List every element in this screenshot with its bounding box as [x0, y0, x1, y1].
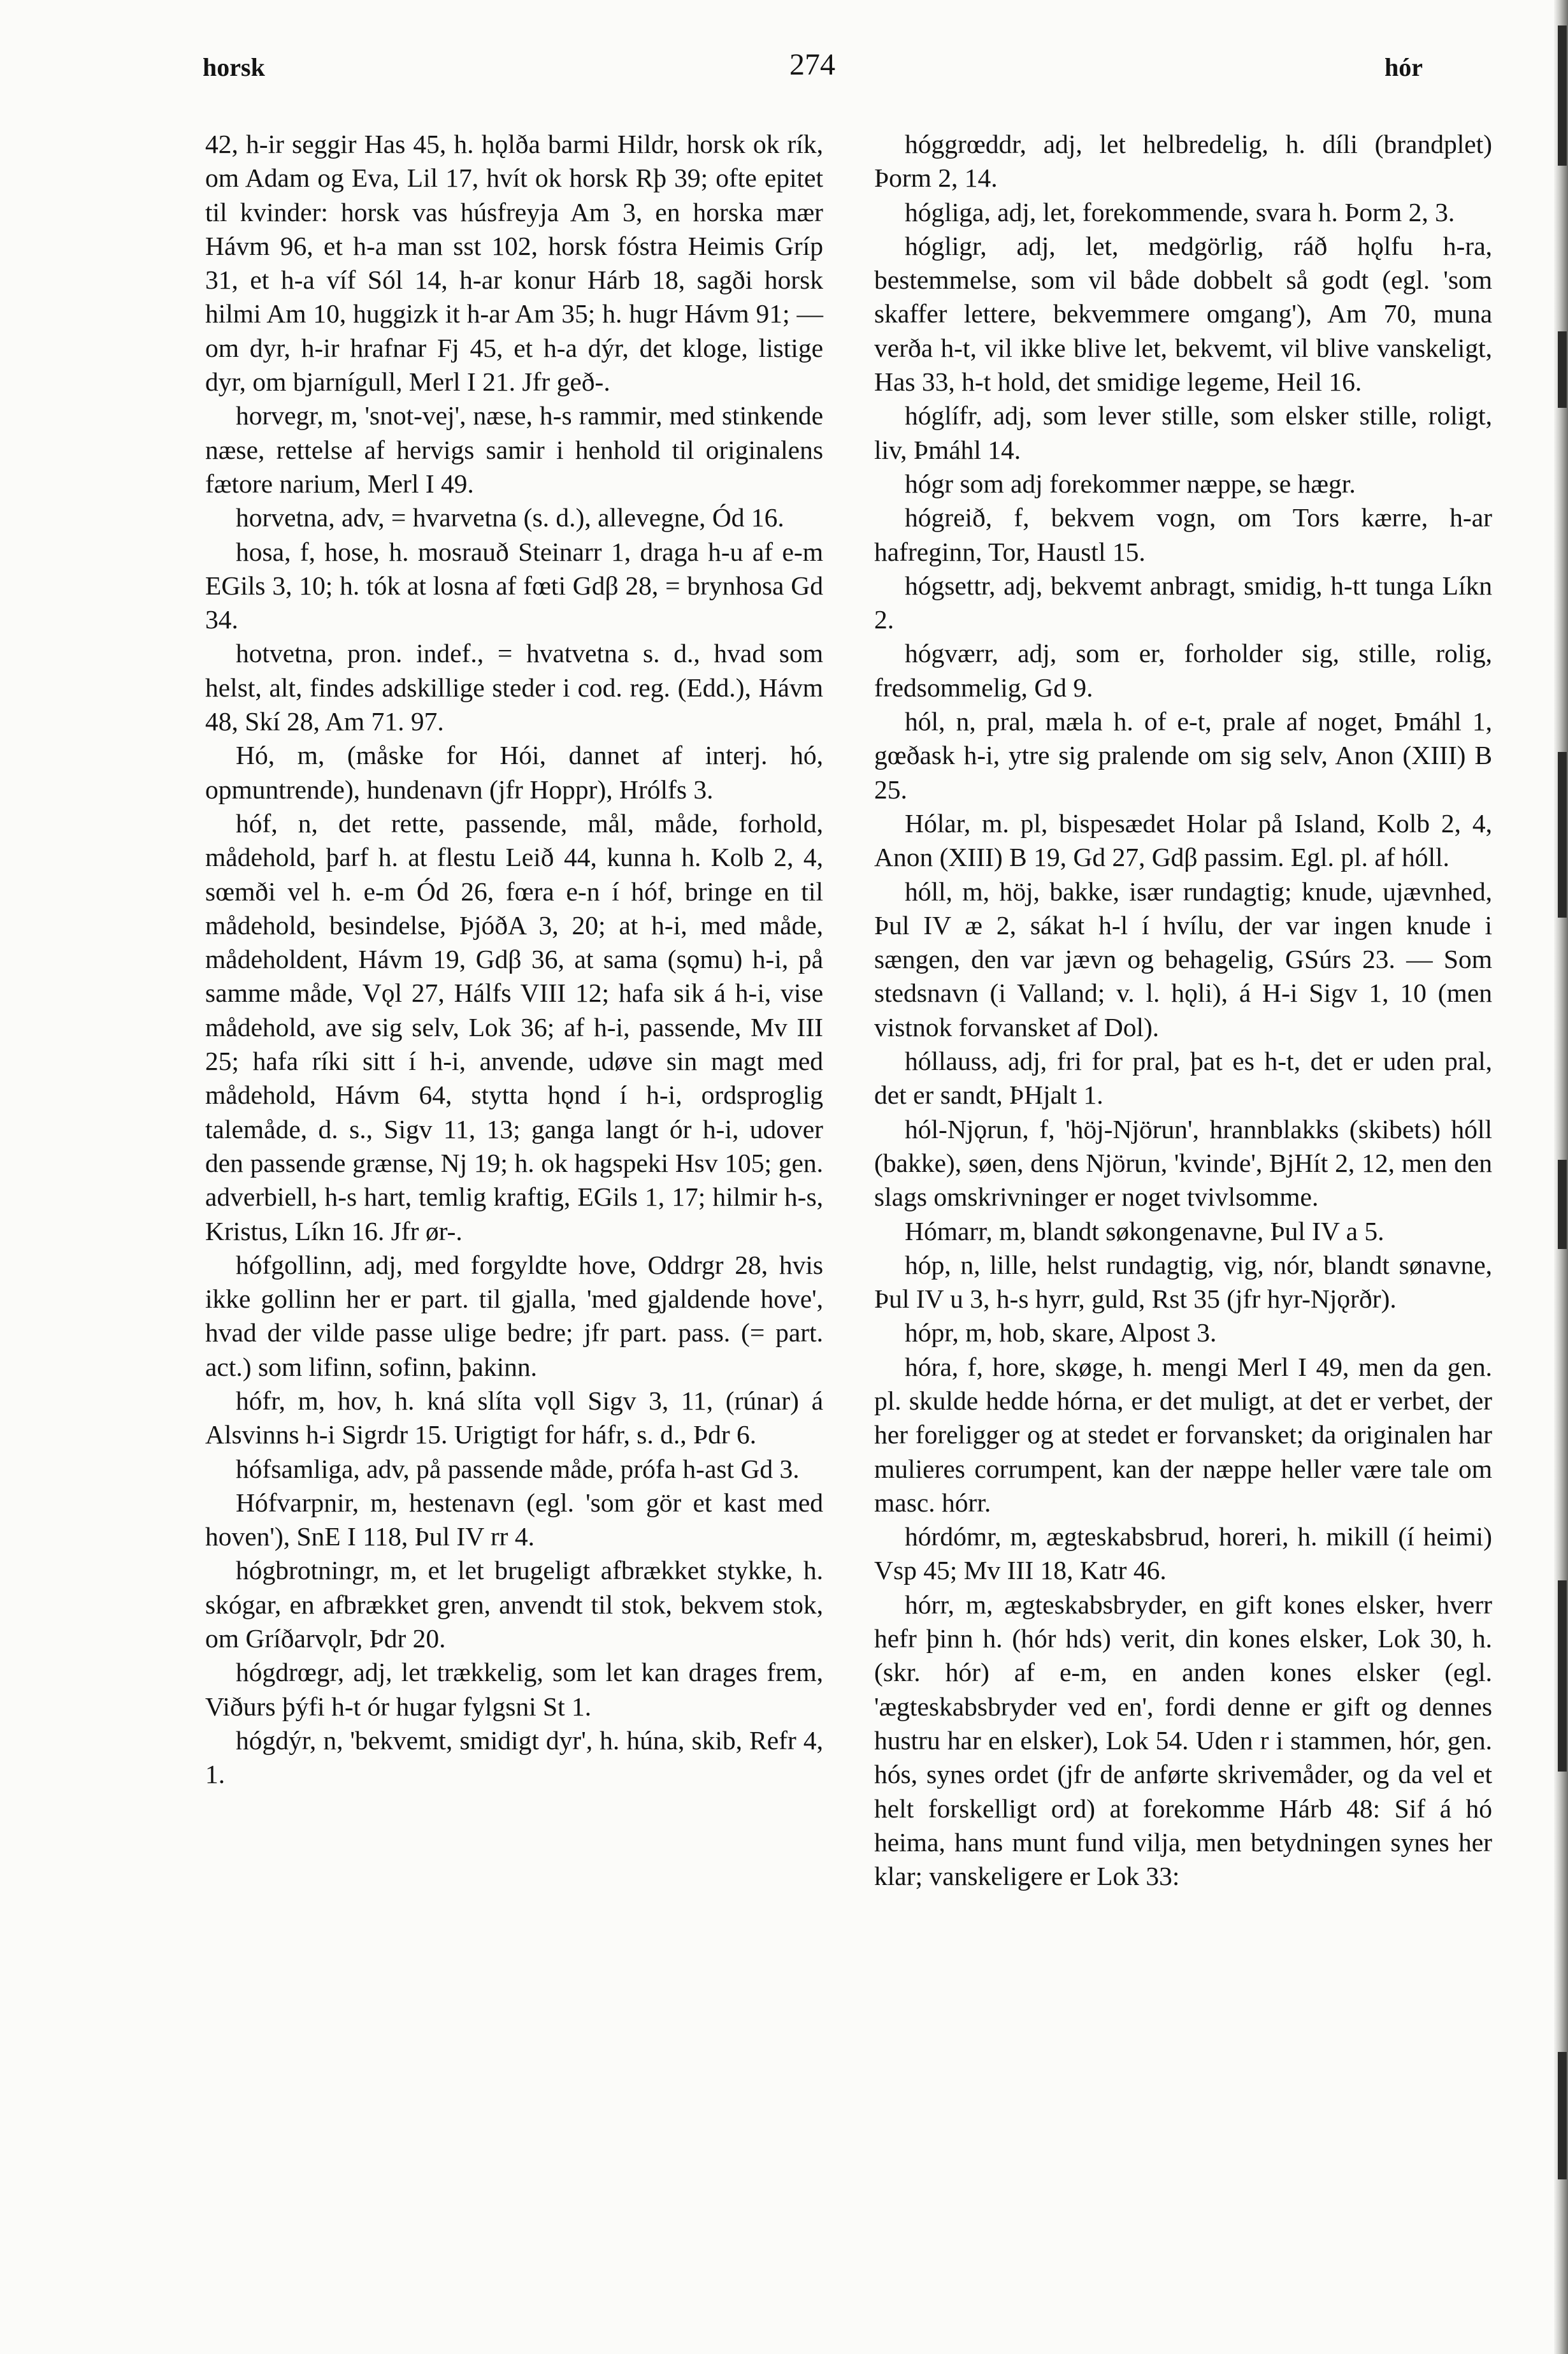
- dictionary-entry: horvetna, adv, = hvarvetna (s. d.), allevegne, Ód 16.: [236, 503, 784, 533]
- dictionary-entry: hógligr, adj, let, medgörlig, ráð hǫlfu h-ra, bestemmelse, som vil både dobbelt så godt (egl. 'som skaffer lettere, bekvemmere omgang'), Am 70, muna verða h-t, vil ikke blive let, bekvemt, vil blive vanskeligt, Has 33, h-t hold, det smidige legeme, Heil 16.: [874, 231, 1492, 397]
- edge-shadow: [1558, 752, 1567, 918]
- dictionary-entry: hópr, m, hob, skare, Alpost 3.: [905, 1318, 1217, 1348]
- dictionary-entry: hóf, n, det rette, passende, mål, måde, forhold, mådehold, þarf h. at flestu Leið 44, kunna h. Kolb 2, 4, sœmði vel h. e-m Ód 26, fœra e-n í hóf, bringe en til mådehold, besindelse, ÞjóðA 3, 20; at h-i, med måde, mådeholdent, Hávm 19, Gdβ 36, at sama (sǫmu) h-i, på samme måde, Vǫl 27, Hálfs VIII 12; hafa sik á h-i, vise mådehold, ave sig selv, Lok 36; af h-i, passende, Mv III 25; hafa ríki sitt í h-i, anvende, udøve sin magt med mådehold, Hávm 64, stytta hǫnd í h-i, ordsproglig talemåde, d. s., Sigv 11, 13; ganga langt ór h-i, udover den passende grænse, Nj 19; h. ok hagspeki Hsv 105; gen. adverbiell, h-s hart, temlig kraftig, EGils 1, 17; hilmir h-s, Kristus, Líkn 16. Jfr ør-.: [205, 808, 823, 1246]
- edge-shadow: [1558, 25, 1567, 166]
- dictionary-entry: hófgollinn, adj, med forgyldte hove, Oddrgr 28, hvis ikke gollinn her er part. til gjalla, 'med gjaldende hove', hvad der vilde passe ulige bedre; jfr part. pass. (= part. act.) som lifinn, sofinn, þakinn.: [205, 1250, 823, 1382]
- dictionary-entry: Hó, m, (måske for Hói, dannet af interj. hó, opmuntrende), hundenavn (jfr Hoppr), Hrólfs 3.: [205, 740, 823, 804]
- dictionary-entry: hógbrotningr, m, et let brugeligt afbrækket stykke, h. skógar, en afbrækket gren, anvendt til stok, bekvem stok, om Gríðarvǫlr, Þdr 20.: [205, 1556, 823, 1654]
- edge-shadow: [1558, 331, 1567, 408]
- dictionary-entry: 42, h-ir seggir Has 45, h. hǫlða barmi Hildr, horsk ok rík, om Adam og Eva, Lil 17, hvít ok horsk Rþ 39; ofte epitet til kvinder: horsk vas húsfreyja Am 3, en horska mær Hávm 96, et h-a man sst 102, horsk fóstra Heimis Gríp 31, et h-a víf Sól 14, h-ar konur Hárb 18, sagði horsk hilmi Am 10, huggizk it h-ar Am 35; h. hugr Hávm 91; — om dyr, h-ir hrafnar Fj 45, et h-a dýr, det kloge, listige dyr, om bjarnígull, Merl I 21. Jfr geð-.: [205, 129, 823, 397]
- dictionary-entry: hotvetna, pron. indef., = hvatvetna s. d., hvad som helst, alt, findes adskillige steder i cod. reg. (Edd.), Hávm 48, Skí 28, Am 71. 97.: [205, 639, 823, 737]
- dictionary-entry: hosa, f, hose, h. mosrauð Steinarr 1, draga h-u af e-m EGils 3, 10; h. tók at losna af fœti Gdβ 28, = brynhosa Gd 34.: [205, 537, 823, 635]
- left-column: [205, 127, 823, 1792]
- dictionary-entry: hógværr, adj, som er, forholder sig, stille, rolig, fredsommelig, Gd 9.: [874, 639, 1492, 702]
- dictionary-entry: hól, n, pral, mæla h. of e-t, prale af noget, Þmáhl 1, gœðask h-i, ytre sig pralende om sig selv, Anon (XIII) B 25.: [874, 707, 1492, 804]
- dictionary-entry: hórdómr, m, ægteskabsbrud, horeri, h. mikill (í heimi) Vsp 45; Mv III 18, Katr 46.: [874, 1522, 1492, 1585]
- running-head-left: horsk: [203, 53, 265, 82]
- dictionary-entry: hófsamliga, adv, på passende måde, prófa h-ast Gd 3.: [236, 1454, 800, 1484]
- dictionary-entry: Hómarr, m, blandt søkongenavne, Þul IV a 5.: [905, 1216, 1385, 1246]
- dictionary-entry: hóll, m, höj, bakke, især rundagtig; knude, ujævnhed, Þul IV æ 2, sákat h-l í hvílu, der var ingen knude i sængen, den var jævn og behagelig, GSúrs 23. — Som stedsnavn (i Valland; v. l. hǫli), á H-i Sigv 1, 10 (men vistnok forvansket af Dol).: [874, 876, 1492, 1042]
- dictionary-entry: hóggrœddr, adj, let helbredelig, h. díli (brandplet) Þorm 2, 14.: [874, 129, 1492, 193]
- dictionary-entry: hógreið, f, bekvem vogn, om Tors kærre, h-ar hafreginn, Tor, Haustl 15.: [874, 503, 1492, 567]
- right-column: [874, 127, 1492, 1893]
- dictionary-entry: hógliga, adj, let, forekommende, svara h. Þorm 2, 3.: [905, 197, 1455, 227]
- dictionary-entry: hógr som adj forekommer næppe, se hægr.: [905, 468, 1356, 498]
- dictionary-entry: hóglífr, adj, som lever stille, som elsker stille, roligt, liv, Þmáhl 14.: [874, 401, 1492, 465]
- running-head-right: hór: [1385, 53, 1423, 82]
- scanned-page-edge: [1554, 0, 1568, 2354]
- dictionary-entry: hógdrœgr, adj, let trækkelig, som let kan drages frem, Viðurs þýfi h-t ór hugar fylgsni St 1.: [205, 1657, 823, 1721]
- dictionary-entry: hórr, m, ægteskabsbryder, en gift kones elsker, hverr hefr þinn h. (hór hds) verit, din kones elsker, Lok 30, h. (skr. hór) af e-m, en anden kones elsker (egl. 'ægteskabsbryder ved en', fordi denne er gift og dennes hustru har en elsker), Lok 54. Uden r i stammen, hór, gen. hós, synes ordet (jfr de anførte skrivemåder, og da vel et helt forskelligt ord) at forekomme Hárb 48: Sif á hó heima, hans munt fund vilja, men betydningen synes her klar; vanskeligere er Lok 33:: [874, 1589, 1492, 1891]
- dictionary-entry: hógdýr, n, 'bekvemt, smidigt dyr', h. húna, skib, Refr 4, 1.: [205, 1725, 823, 1789]
- dictionary-entry: hóllauss, adj, fri for pral, þat es h-t, det er uden pral, det er sandt, ÞHjalt 1.: [874, 1046, 1492, 1110]
- dictionary-entry: hófr, m, hov, h. kná slíta vǫll Sigv 3, 11, (rúnar) á Alsvinns h-i Sigrdr 15. Urigtigt for háfr, s. d., Þdr 6.: [205, 1385, 823, 1450]
- edge-shadow: [1558, 1160, 1567, 1249]
- dictionary-entry: Hólar, m. pl, bispesædet Holar på Island, Kolb 2, 4, Anon (XIII) B 19, Gd 27, Gdβ passim. Egl. pl. af hóll.: [874, 808, 1492, 872]
- dictionary-entry: hól-Njǫrun, f, 'höj-Njörun', hrannblakks (skibets) hóll (bakke), søen, dens Njörun, 'kvinde', BjHít 2, 12, men den slags omskrivninger er noget tvivlsomme.: [874, 1114, 1492, 1212]
- dictionary-entry: hóra, f, hore, skøge, h. mengi Merl I 49, men da gen. pl. skulde hedde hórna, er det muligt, at det er verbet, der her foreligger og at stedet er forvansket; da originalen har mulieres corrumpent, kan der næppe heller være tale om masc. hórr.: [874, 1352, 1492, 1517]
- dictionary-entry: hógsettr, adj, bekvemt anbragt, smidig, h-tt tunga Líkn 2.: [874, 570, 1492, 635]
- dictionary-entry: hóp, n, lille, helst rundagtig, vig, nór, blandt sønavne, Þul IV u 3, h-s hyrr, guld, Rst 35 (jfr hyr-Njǫrðr).: [874, 1250, 1492, 1314]
- dictionary-entry: Hófvarpnir, m, hestenavn (egl. 'som gör et kast med hoven'), SnE I 118, Þul IV rr 4.: [205, 1487, 823, 1552]
- edge-shadow: [1558, 2052, 1567, 2179]
- dictionary-entry: horvegr, m, 'snot-vej', næse, h-s rammir, med stinkende næse, rettelse af hervigs samir i henhold til originalens fætore narium, Merl I 49.: [205, 401, 823, 498]
- edge-shadow: [1558, 1580, 1567, 1772]
- page-number: 274: [789, 48, 835, 82]
